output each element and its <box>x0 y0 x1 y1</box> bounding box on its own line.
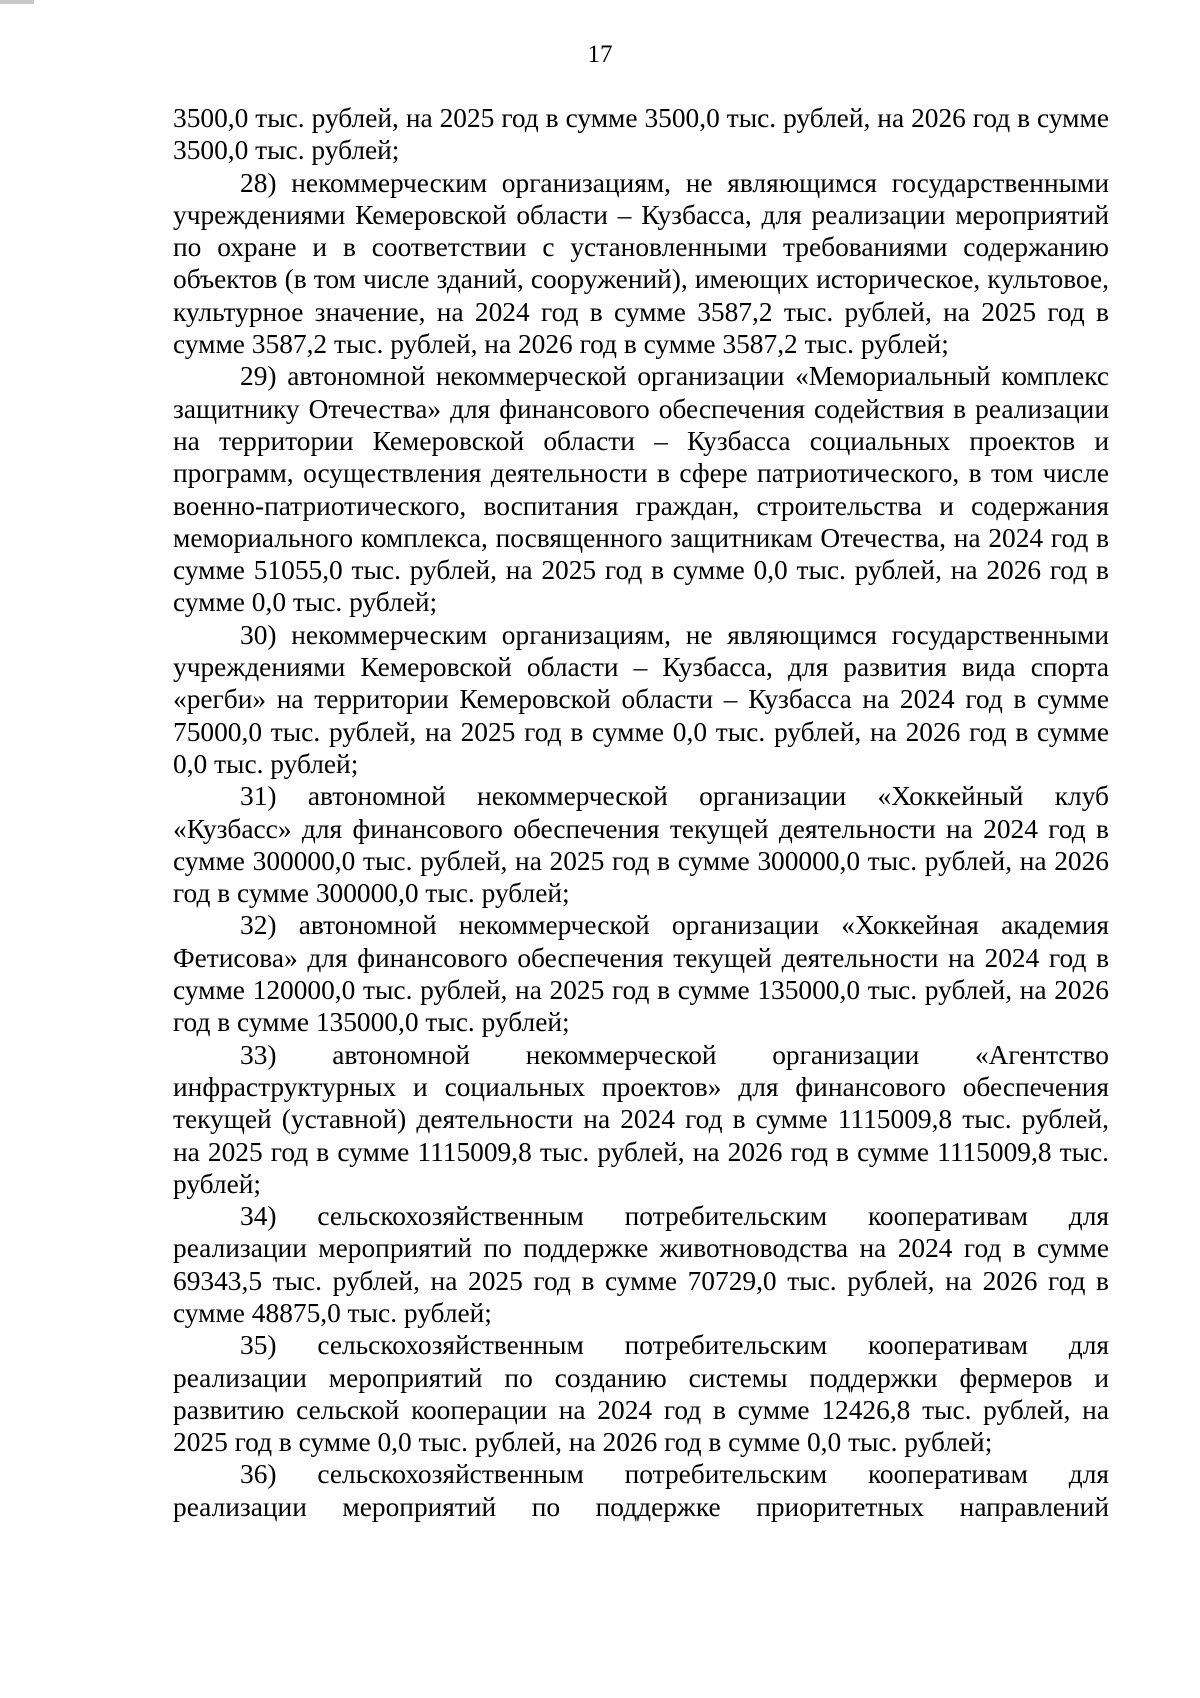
paragraph-item-34: 34) сельскохозяйственным потребительским кооперативам для реализации мероприятий по поддержке животноводства на 2024 год в сумме 69343,5 тыс. рублей, на 2025 год в сумме 70729,0 тыс. рублей, на 2026 год в сумме 48875,0 тыс. рублей; <box>173 1201 1109 1328</box>
paragraph-item-31: 31) автономной некоммерческой организации «Хоккейный клуб «Кузбасс» для финансового обеспечения текущей деятельности на 2024 год в сумме 300000,0 тыс. рублей, на 2025 год в сумме 300000,0 тыс. рублей, на 2026 год в сумме 300000,0 тыс. рублей; <box>173 781 1109 909</box>
paragraph-item-28: 28) некоммерческим организациям, не являющимся государственными учреждениями Кемеровской области – Кузбасса, для реализации мероприятий по охране и в соответствии с установленными требованиями содержанию объектов (в том числе зданий, сооружений), имеющих историческое, культовое, культурное значение, на 2024 год в сумме 3587,2 тыс. рублей, на 2025 год в сумме 3587,2 тыс. рублей, на 2026 год в сумме 3587,2 тыс. рублей; <box>173 167 1109 360</box>
paragraph-item-30: 30) некоммерческим организациям, не являющимся государственными учреждениями Кемеровской области – Кузбасса, для развития вида спорта «регби» на территории Кемеровской области – Кузбасса на 2024 год в сумме 75000,0 тыс. рублей, на 2025 год в сумме 0,0 тыс. рублей, на 2026 год в сумме 0,0 тыс. рублей; <box>173 619 1109 779</box>
paragraph-item-32: 32) автономной некоммерческой организации «Хоккейная академия Фетисова» для финансового обеспечения текущей деятельности на 2024 год в сумме 120000,0 тыс. рублей, на 2025 год в сумме 135000,0 тыс. рублей, на 2026 год в сумме 135000,0 тыс. рублей; <box>173 910 1109 1038</box>
paragraph-continuation: 3500,0 тыс. рублей, на 2025 год в сумме 3500,0 тыс. рублей, на 2026 год в сумме 3500,0 тыс. рублей; <box>173 103 1109 166</box>
paragraph-item-33: 33) автономной некоммерческой организации «Агентство инфраструктурных и социальных проектов» для финансового обеспечения текущей (уставной) деятельности на 2024 год в сумме 1115009,8 тыс. рублей, на 2025 год в сумме 1115009,8 тыс. рублей, на 2026 год в сумме 1115009,8 тыс. рублей; <box>173 1039 1109 1199</box>
body-text <box>173 102 1109 1523</box>
paragraph-item-36: 36) сельскохозяйственным потребительским кооперативам для реализации мероприятий по поддержке приоритетных направлений <box>173 1459 1109 1522</box>
page-number: 17 <box>587 41 613 68</box>
paragraph-item-29: 29) автономной некоммерческой организации «Мемориальный комплекс защитнику Отечества» для финансового обеспечения содействия в реализации на территории Кемеровской области – Кузбасса социальных проектов и программ, осуществления деятельности в сфере патриотического, в том числе военно-патриотического, воспитания граждан, строительства и содержания мемориального комплекса, посвященного защитникам Отечества, на 2024 год в сумме 51055,0 тыс. рублей, на 2025 год в сумме 0,0 тыс. рублей, на 2026 год в сумме 0,0 тыс. рублей; <box>173 361 1109 618</box>
scan-edge-mark <box>0 0 34 4</box>
paragraph-item-35: 35) сельскохозяйственным потребительским кооперативам для реализации мероприятий по созданию системы поддержки фермеров и развитию сельской кооперации на 2024 год в сумме 12426,8 тыс. рублей, на 2025 год в сумме 0,0 тыс. рублей, на 2026 год в сумме 0,0 тыс. рублей; <box>173 1330 1109 1458</box>
